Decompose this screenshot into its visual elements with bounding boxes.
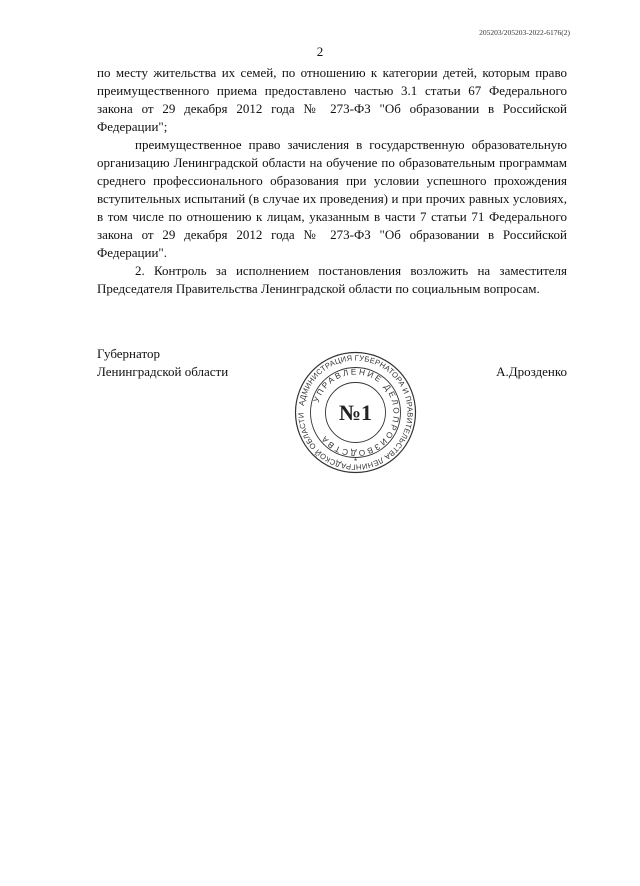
signatory-title: [97, 345, 228, 381]
seal-number: №1: [338, 400, 373, 425]
paragraph-2: преимущественное право зачисления в государственную образовательную организацию Ленинградской области на обучение по образовательным программам среднего профессионального образования при условии успешного прохождения вступительных испытаний (в случае их проведения) и при прочих равных условиях, в том числе по отношению к лицам, указанным в части 7 статьи 71 Федерального закона от 29 декабря 2012 года № 273-ФЗ "Об образовании в Российской Федерации".: [97, 137, 567, 260]
seal-outer-text: АДМИНИСТРАЦИЯ ГУБЕРНАТОРА И ПРАВИТЕЛЬСТВА ЛЕНИНГРАДСКОЙ ОБЛАСТИ: [296, 353, 415, 472]
signatory-name: А.Дрозденко: [496, 364, 567, 379]
seal-star: *: [353, 457, 358, 466]
page-number: 2: [316, 44, 324, 59]
signatory-title-line-1: Губернатор: [97, 346, 160, 361]
seal-inner-text: УПРАВЛЕНИЕ ДЕЛОПРОИЗВОДСТВА: [311, 367, 401, 458]
paragraph-3: 2. Контроль за исполнением постановления возложить на заместителя Председателя Правительства Ленинградской области по социальным вопросам.: [97, 263, 567, 296]
document-number: 205203/205203-2022-6176(2): [479, 28, 570, 37]
signatory-title-line-2: Ленинградской области: [97, 364, 229, 379]
paragraph-1: по месту жительства их семей, по отношению к категории детей, которым право преимущественного приема предоставлено частью 3.1 статьи 67 Федерального закона от 29 декабря 2012 года № 273-ФЗ "Об образовании в Российской Федерации";: [97, 65, 567, 134]
document-body: [97, 64, 567, 298]
official-seal: [293, 350, 418, 475]
